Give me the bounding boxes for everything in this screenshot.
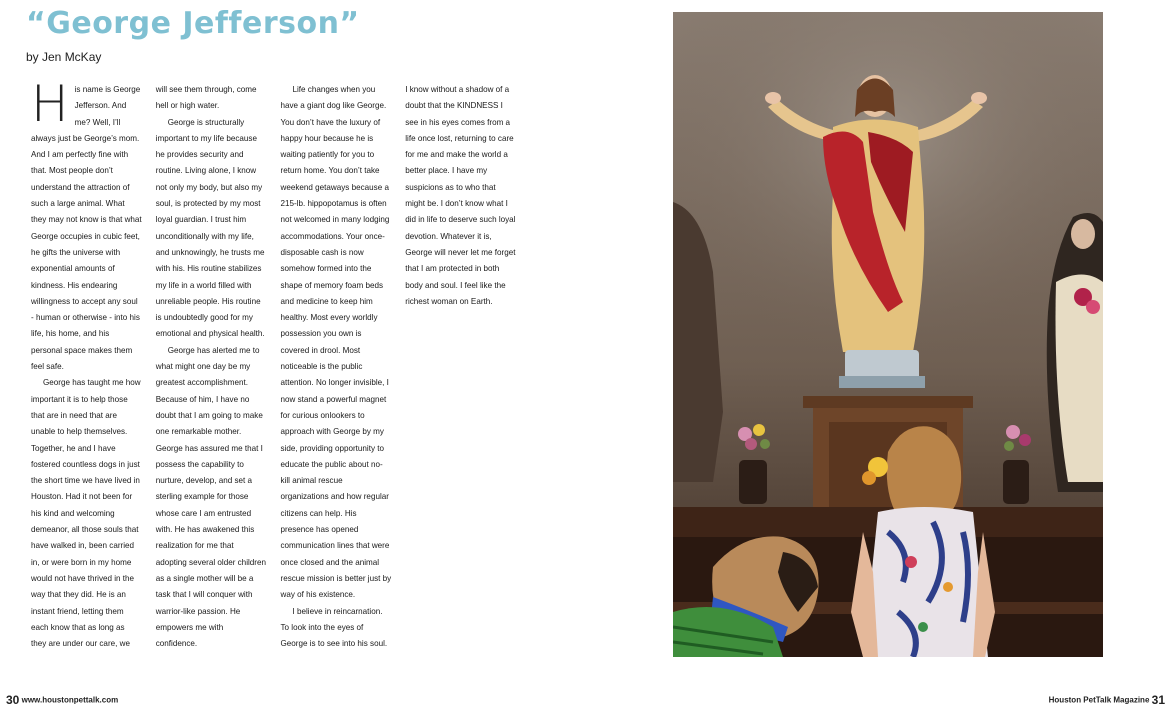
footer-right <box>1049 693 1165 707</box>
page-number-right: 31 <box>1151 693 1165 707</box>
photo-illustration <box>673 12 1103 657</box>
page-number-left: 30 <box>6 693 20 707</box>
drop-cap: H <box>31 75 69 133</box>
article-paragraph: George has taught me how important it is to help those that are in need that are unable to help themselves. Together, he and I have fostered countless dogs in just the short time we have lived in Houston. Had it not been for his kind and welcoming demeanor, all those souls that have walked in, been carried in, or were born in my home would not have thrived in the way that they did. He is an instant friend, letting them each know that as long as they are under our care, we will see them through, come hell or high water. <box>31 85 257 649</box>
article-paragraph: Life changes when you have a giant dog like George. You don’t have the luxury of happy hour because he is waiting patiently for you to return home. You don’t take weekend getaways because a 215-lb. hippopotamus is often not welcomed in many lodging accommodations. Your once-disposable cash is now somehow formed into the shape of memory foam beds and medicine to keep him healthy. Most every worldly possession you own is covered in drool. Most noticeable is the public attention. No longer invisible, I now stand a powerful magnet for curious onlookers to approach with George by my side, providing opportunity to educate the public about no-kill animal rescue organizations and how regular citizens can help. His presence has opened communication lines that were once closed and the animal rescue mission is better just by way of his existence. <box>280 85 392 600</box>
article-title: “George Jefferson” <box>26 6 360 41</box>
article-paragraph: George is structurally important to my life because he provides security and routine. Living alone, I know not only my body, but also my soul, is protected by my most loyal guardian. I trust him unconditionally with my life, and unknowingly, he trusts me with his. His routine stabilizes my life in a world filled with unreliable people. His routine is undoubtedly good for my emotional and physical health. <box>155 117 265 339</box>
article-body <box>31 75 516 660</box>
byline: by Jen McKay <box>26 50 102 64</box>
footer-left <box>6 693 118 707</box>
article-paragraph: George has alerted me to what might one day be my greatest accomplishment. Because of him, I have no doubt that I am going to make one remarkable mother. George has assured me that I possess the capability to nurture, develop, and set a sterling example for those whose care I am entrusted with. He has awakened this realization for me that adopting several older children as a single mother will be a task that I will conquer with warrior-like passion. He empowers me with confidence. <box>155 345 266 649</box>
article-paragraph: I believe in reincarnation. To look into the eyes of George is to see into his soul. I know without a shadow of a doubt that the KINDNESS I see in his eyes comes from a life once lost, returning to care for me and make the world a better place. I have my suspicions as to who that might be. I don’t know what I did in life to deserve such loyal devotion. Whatever it is, George will never let me forget that I am protected in both body and soul. I feel like the richest woman on Earth. <box>280 85 516 649</box>
first-paragraph-text: is name is George Jefferson. And me? Well, I’ll always just be George’s mom. And I am perfectly fine with that. Most people don’t understand the attraction of such a large animal. What they may not know is that what George occupies in cubic feet, he gifts the universe with exponential amounts of kindness. His endearing willingness to accept any soul - human or otherwise - into his life, his home, and his personal space makes them feel safe. <box>31 85 142 372</box>
footer-url: www.houstonpettalk.com <box>21 695 119 705</box>
magazine-name: Houston PetTalk Magazine <box>1048 695 1150 705</box>
article-photo <box>673 12 1103 657</box>
article-paragraph <box>31 75 142 375</box>
